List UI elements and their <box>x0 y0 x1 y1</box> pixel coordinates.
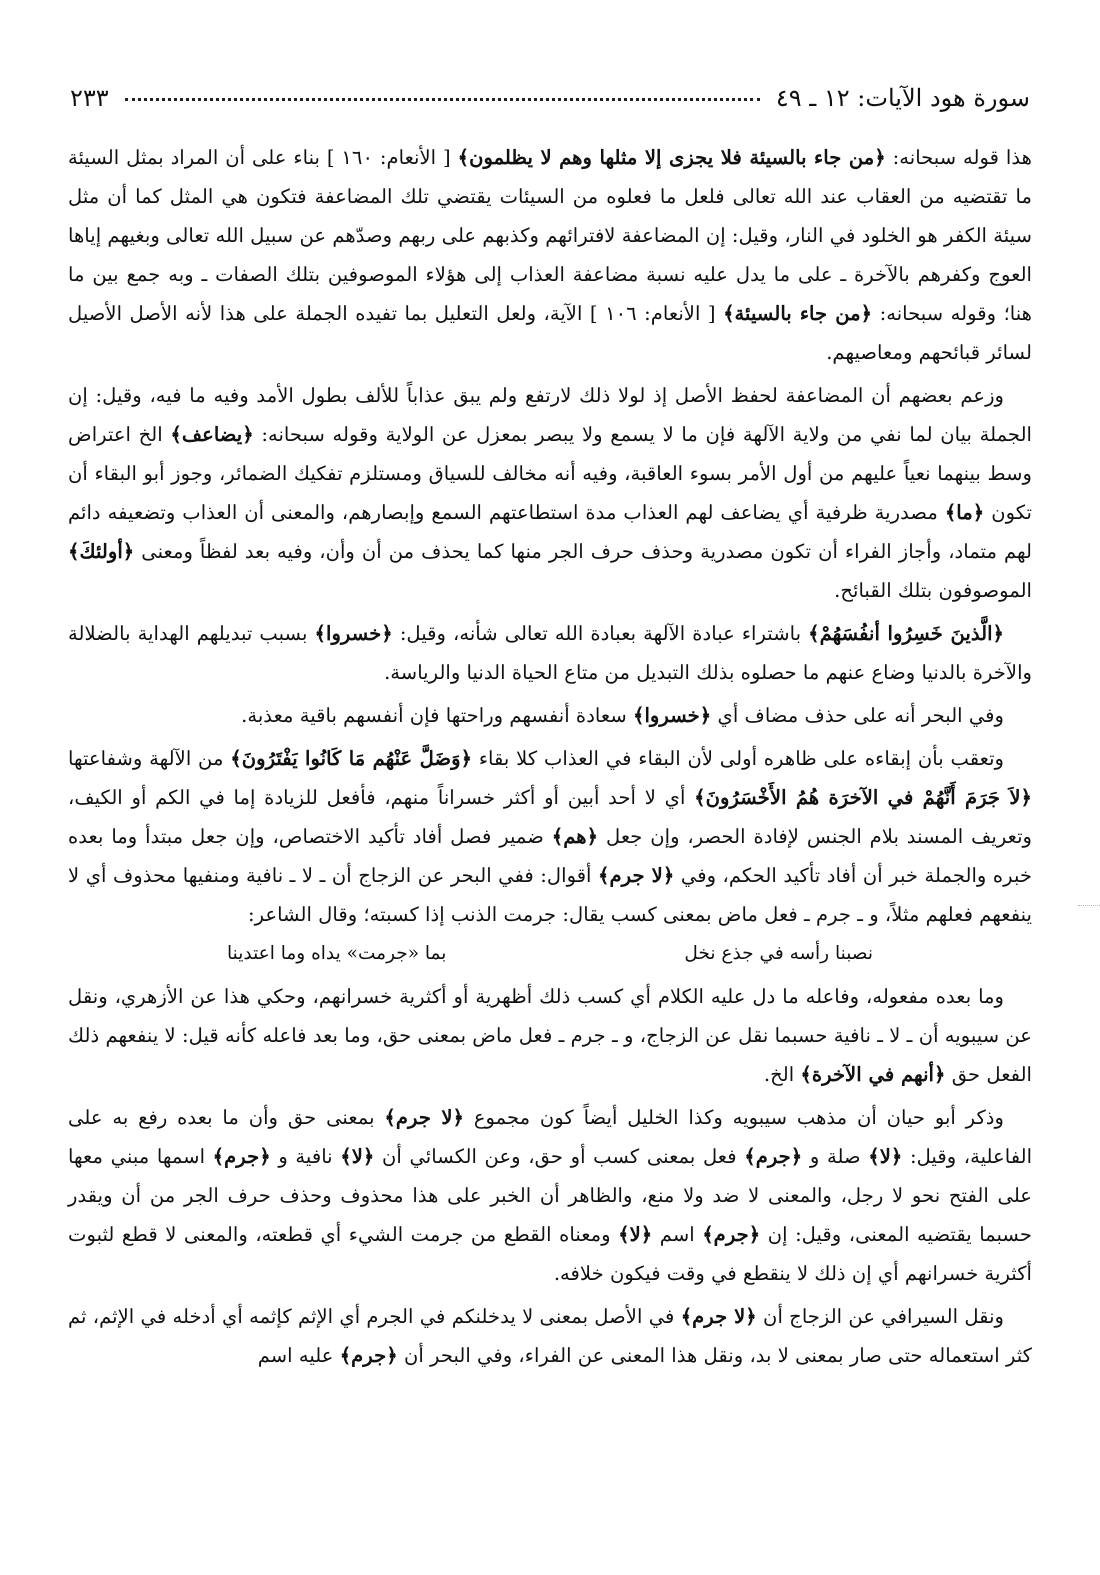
text-segment: فعل بمعنى كسب أو حق، وعن الكسائي أن <box>374 1145 745 1168</box>
quran-quote: ﴿لاَ جَرَمَ أَنَّهُمْ في الآخرَة هُمُ الأَخْسَرُونَ﴾ <box>694 786 1032 809</box>
text-segment: اسم <box>652 1223 703 1246</box>
quran-quote: ﴿لا﴾ <box>340 1145 375 1168</box>
surah-title: سورة هود الآيات: ١٢ ـ ٤٩ <box>775 84 1030 112</box>
quran-quote: ﴿لا جرم﴾ <box>680 1305 757 1328</box>
text-segment: [ الأنعام: ١٠٦ ] الآية، ولعل التعليل بما تفيده الجملة على هذا لأنه الأصل الأصيل لسائر قبائحهم ومعاصيهم. <box>68 302 1032 364</box>
quran-quote: ﴿جرم﴾ <box>744 1145 803 1168</box>
text-segment: وذكر أبو حيان أن مذهب سيبويه وكذا الخليل أيضاً كون مجموع <box>464 1106 1004 1129</box>
verse-hemistich-1: نصبنا رأسه في جذع نخل <box>684 943 873 964</box>
text-segment: الخ اعتراض وسط بينهما نعياً عليهم من أول الأمر بسوء العاقبة، وفيه أنه مخالف للسياق ومستلزم تفكيك الضمائر، وجوز أبو البقاء أن تكون <box>68 423 1032 524</box>
quran-quote: ﴿جرم﴾ <box>702 1223 761 1246</box>
quran-quote: ﴿جرم﴾ <box>212 1145 271 1168</box>
paragraph-p7 <box>68 1098 1032 1293</box>
text-segment: وما بعده مفعوله، وفاعله ما دل عليه الكلام أي كسب ذلك أظهرية أو أكثرية خسرانهم، وحكي هذا عن الأزهري، ونقل عن سيبويه أن ـ لا ـ نافية حسبما نقل عن الزجاج، و ـ جرم ـ فعل ماض بمعنى حق، وما بعد فاعله كأنه قيل: لا ينفعهم ذلك الفعل حق <box>68 985 1032 1086</box>
text-segment: [ الأنعام: ١٦٠ ] بناء على أن المراد بمثل السيئة ما تقتضيه من العقاب عند الله تعالى فلعل ما فعلوه من السيئات يقتضي تلك المضاعفة فتكون هي المثل كما أن مثل سيئة الكفر هو الخلود في النار، وقيل: إن المضاعفة لافترائهم وكذبهم على ربهم وصدّهم عن سبيل الله تعالى وبغيهم إياها العوج وكفرهم بالآخرة ـ على ما يدل عليه نسبة مضاعفة العذاب إلى هؤلاء الموصوفين بتلك الصفات ـ وبه جمع بين ما هنا؛ وقوله سبحانه: <box>68 146 1033 325</box>
quran-quote: ﴿أنهم في الآخرة﴾ <box>800 1063 946 1086</box>
paragraphs-after-verse <box>68 977 1032 1375</box>
text-segment: اسمها مبني معها على الفتح نحو لا رجل، والمعنى لا ضد ولا منع، والظاهر أن الخبر على هذا محذوف وحذف حرف الجر من أن ويقدر حسبما يقتضيه المعنى، وقيل: إن <box>68 1145 1033 1246</box>
quran-quote: ﴿خسروا﴾ <box>633 704 712 727</box>
text-segment: باشتراء عبادة الآلهة بعبادة الله تعالى شأنه، وقيل: <box>392 622 809 645</box>
paragraph-p1 <box>68 138 1032 372</box>
poetry-verse <box>108 934 992 973</box>
text-segment: ضمير فصل أفاد تأكيد الاختصاص، وإن جعل مبتدأ وما بعده خبره والجملة خبر أن أفاد تأكيد الحكم، وفي <box>68 825 1032 887</box>
text-segment: بسبب تبديلهم الهداية بالضلالة والآخرة بالدنيا وضاع عنهم ما حصلوه بذلك التبديل من متاع الحياة الدنيا والرياسة. <box>68 622 1032 684</box>
paragraph-p6 <box>68 977 1032 1094</box>
text-segment: أي لا أحد أبين أو أكثر خسراناً منهم، فأفعل للزيادة إما في الكم أو الكيف، وتعريف المسند بلام الجنس لإفادة الحصر، وإن جعل <box>68 786 1032 848</box>
text-segment: وفي البحر أنه على حذف مضاف أي <box>711 704 1004 727</box>
quran-quote: ﴿لا جرم﴾ <box>598 864 675 887</box>
quran-quote: ﴿الَّذينَ خَسِرُوا أنفُسَهُمْ﴾ <box>808 622 1005 645</box>
body-text <box>68 138 1032 1375</box>
paragraphs-before-verse <box>68 138 1032 934</box>
text-segment: ونقل السيرافي عن الزجاج أن <box>756 1305 1005 1328</box>
quran-quote: ﴿يضاعف﴾ <box>170 423 254 446</box>
text-segment: سعادة أنفسهم وراحتها فإن أنفسهم باقية معذبة. <box>241 704 633 727</box>
text-segment: صلة و <box>802 1145 869 1168</box>
running-header <box>70 78 1030 118</box>
text-segment: ومعناه القطع من جرمت الشيء أي قطعته، والمعنى لا قطع لثبوت أكثرية خسرانهم أي إن ذلك لا ينقطع في وقت فيكون خلافه. <box>68 1223 1032 1285</box>
text-segment: وتعقب بأن إبقاءه على ظاهره أولى لأن البقاء في العذاب كلا بقاء <box>472 747 1004 770</box>
quran-quote: ﴿لا﴾ <box>618 1223 653 1246</box>
quran-quote: ﴿خسروا﴾ <box>314 622 393 645</box>
paragraph-p2 <box>68 376 1032 610</box>
quran-quote: ﴿لا﴾ <box>868 1145 903 1168</box>
quran-quote: ﴿من جاء بالسيئة﴾ <box>723 302 873 325</box>
quran-quote: ﴿أولئكَ﴾ <box>68 540 135 563</box>
text-segment: الموصوفون بتلك القبائح. <box>834 579 1032 602</box>
text-segment: وزعم بعضهم أن المضاعفة لحفظ الأصل إذ لولا ذلك لارتفع ولم يبق عذاباً للألف بطول الأمد وفيه ما فيه، وقيل: إن الجملة بيان لما نفي من ولاية الآلهة فإن ما لا يسمع ولا يبصر بمعزل عن الولاية وقوله سبحانه: <box>68 384 1032 446</box>
text-segment: مصدرية ظرفية أي يضاعف لهم العذاب مدة استطاعتهم السمع وإبصارهم، والمعنى أن العذاب وتضعيفه دائم لهم متماد، وأجاز الفراء أن تكون مصدرية وحذف حرف الجر منها كما يحذف من أن وأن، وفيه بعد لفظاً ومعنى <box>68 501 1032 563</box>
page-number: ٢٣٣ <box>70 84 109 112</box>
paragraph-p3 <box>68 614 1032 692</box>
quran-quote: ﴿هم﴾ <box>551 825 599 848</box>
text-segment: أقوال: ففي البحر عن الزجاج أن ـ لا ـ نافية ومنفيها محذوف أي لا ينفعهم فعلهم مثلاً، و ـ جرم ـ فعل ماض بمعنى كسب يقال: جرمت الذنب إذا كسبته؛ وقال الشاعر: <box>68 864 1032 926</box>
quran-quote: ﴿ما﴾ <box>944 501 985 524</box>
text-segment: في الأصل بمعنى لا يدخلنكم في الجرم أي الإثم كإثمه أي أدخله في الإثم، ثم كثر استعماله حتى صار بمعنى لا بد، ونقل هذا المعنى عن الفراء، وفي البحر أن <box>68 1305 1032 1367</box>
quran-quote: ﴿وَضَلَّ عَنْهُم مَا كَانُوا يَفْتَرُونَ﴾ <box>230 747 473 770</box>
text-segment: عليه اسم <box>257 1344 340 1367</box>
text-segment: نافية و <box>270 1145 341 1168</box>
paragraph-p4 <box>68 696 1032 735</box>
verse-hemistich-2: بما «جرمت» يداه وما اعتدينا <box>227 943 447 964</box>
paragraph-p5 <box>68 739 1032 934</box>
paragraph-p8 <box>68 1297 1032 1375</box>
margin-rule <box>1078 905 1100 906</box>
text-segment: من الآلهة وشفاعتها <box>68 747 231 770</box>
text-segment: هذا قوله سبحانه: <box>885 146 1032 169</box>
text-segment: الخ. <box>763 1063 801 1086</box>
quran-quote: ﴿من جاء بالسيئة فلا يجزى إلا مثلها وهم لا يظلمون﴾ <box>457 146 886 169</box>
leader-dots <box>125 96 760 101</box>
text-segment: بمعنى حق وأن ما بعده رفع به على الفاعلية، وقيل: <box>68 1106 1033 1168</box>
quran-quote: ﴿جرم﴾ <box>339 1344 398 1367</box>
quran-quote: ﴿لا جرم﴾ <box>384 1106 464 1129</box>
